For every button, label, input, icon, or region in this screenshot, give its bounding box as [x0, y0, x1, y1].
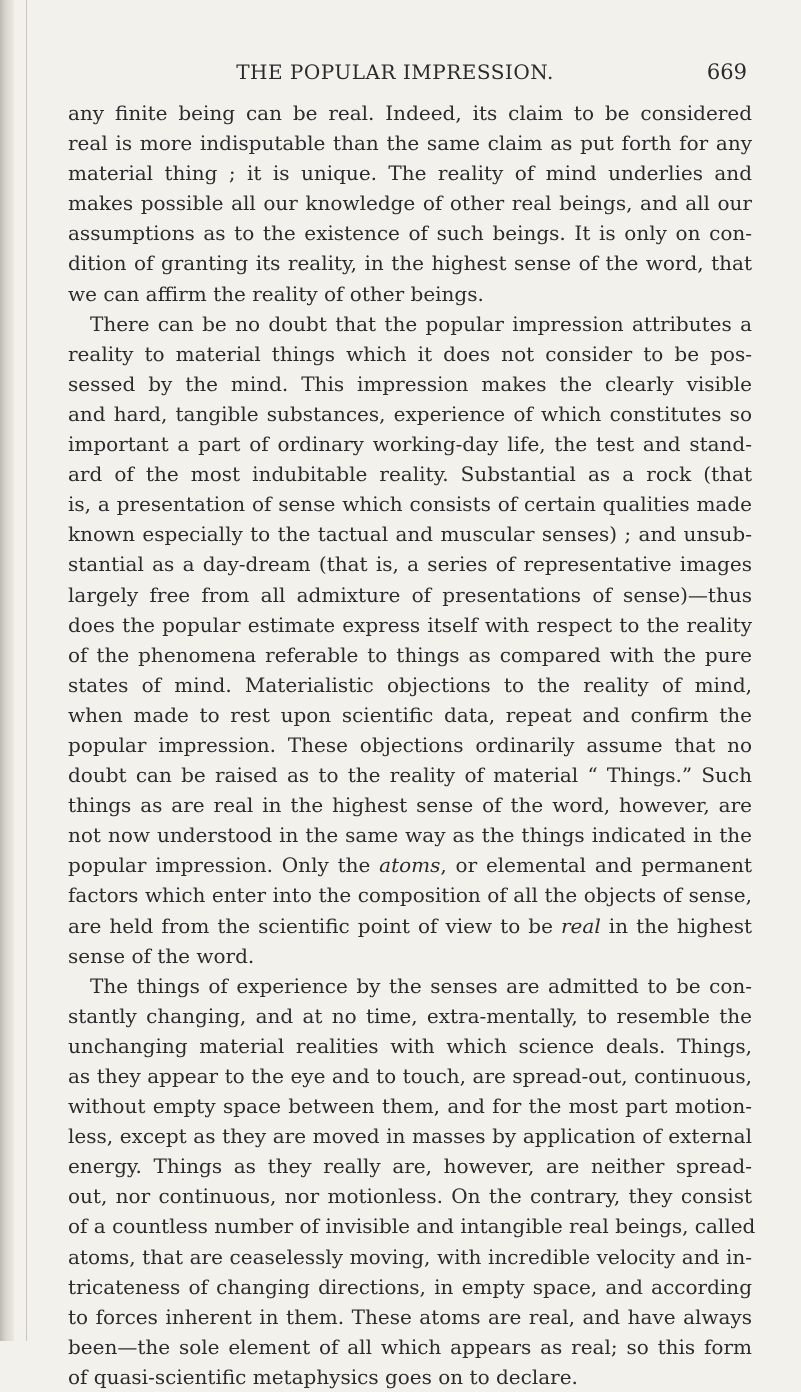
binding-line: [26, 0, 27, 1341]
text-line: less, except as they are moved in masses by application of external: [68, 1124, 752, 1149]
text-line: any finite being can be real. Indeed, its claim to be considered: [68, 101, 752, 125]
text-fragment: popular impression. Only the: [68, 853, 380, 878]
text-line: popular impression. These objections ordinarily assume that no: [68, 732, 752, 757]
text-line: as they appear to the eye and to touch, are spread-out, continuous,: [68, 1064, 752, 1088]
text-fragment: , or elemental and permanent: [440, 853, 753, 878]
text-line: and hard, tangible substances, experience of which constitutes so: [68, 401, 752, 426]
text-line: we can affirm the reality of other beings.: [68, 281, 484, 306]
text-line: when made to rest upon scientific data, repeat and confirm the: [68, 702, 752, 727]
text-line: atoms, that are ceaselessly moving, with incredible velocity and in-: [68, 1244, 752, 1269]
paragraph-3: [68, 971, 756, 1392]
binding-shadow: [0, 0, 14, 1341]
paragraph-2: [68, 309, 752, 971]
text-fragment: in the highest: [600, 913, 753, 938]
page-header: [0, 0, 801, 100]
text-line: does the popular estimate express itself with respect to the reality: [68, 612, 752, 637]
italic-word-atoms: atoms: [379, 853, 441, 878]
text-line: important a part of ordinary working-day life, the test and stand-: [68, 432, 752, 457]
text-line: states of mind. Materialistic objections to the reality of mind,: [68, 672, 752, 697]
text-line: makes possible all our knowledge of other real beings, and all our: [68, 191, 752, 216]
text-line: ard of the most indubitable reality. Substantial as a rock (that: [68, 462, 752, 487]
text-line: unchanging material realities with which science deals. Things,: [68, 1033, 752, 1058]
text-line: tricateness of changing directions, in empty space, and according: [68, 1274, 752, 1299]
text-line: not now understood in the same way as the things indicated in the: [68, 823, 752, 848]
text-line: of the phenomena referable to things as compared with the pure: [68, 642, 752, 667]
text-line: stantial as a day-dream (that is, a series of representative images: [68, 552, 752, 577]
paragraph-1: [68, 98, 752, 309]
text-line: factors which enter into the composition of all the objects of sense,: [68, 883, 752, 908]
text-line: reality to material things which it does not consider to be pos-: [68, 341, 752, 366]
text-line: doubt can be raised as to the reality of material “ Things.” Such: [68, 763, 752, 788]
text-line: of a countless number of invisible and intangible real beings, called: [68, 1214, 756, 1239]
page-body: [68, 98, 756, 1392]
text-line: out, nor continuous, nor motionless. On the contrary, they consist: [68, 1184, 752, 1209]
text-line: assumptions as to the existence of such beings. It is only on con-: [68, 221, 752, 246]
text-line: without empty space between them, and for the most part motion-: [68, 1094, 752, 1119]
text-line: known especially to the tactual and muscular senses) ; and unsub-: [68, 522, 752, 547]
text-line: The things of experience by the senses are admitted to be con-: [90, 973, 752, 998]
text-line: sense of the word.: [68, 943, 255, 968]
running-title: THE POPULAR IMPRESSION.: [236, 60, 554, 84]
text-line: of quasi-scientific metaphysics goes on to declare.: [68, 1364, 578, 1389]
text-line: is, a presentation of sense which consists of certain qualities made: [68, 492, 752, 517]
text-line-with-italic: [68, 850, 752, 880]
text-line: to forces inherent in them. These atoms are real, and have always: [68, 1304, 752, 1329]
italic-word-real: real: [561, 913, 601, 938]
text-line: things as are real in the highest sense of the word, however, are: [68, 793, 752, 818]
text-line: dition of granting its reality, in the highest sense of the word, that: [68, 251, 752, 276]
text-line: sessed by the mind. This impression makes the clearly visible: [68, 371, 752, 396]
text-line: material thing ; it is unique. The reality of mind underlies and: [68, 161, 752, 186]
text-line: been—the sole element of all which appears as real; so this form: [68, 1334, 752, 1359]
text-line: energy. Things as they really are, however, are neither spread-: [68, 1154, 752, 1179]
text-line: stantly changing, and at no time, extra-mentally, to resemble the: [68, 1003, 752, 1028]
text-line-with-italic: [68, 911, 752, 941]
page-number: 669: [706, 60, 747, 84]
text-line: largely free from all admixture of presentations of sense)—thus: [68, 582, 752, 607]
text-fragment: are held from the scientific point of view to be: [68, 913, 561, 938]
text-line: real is more indisputable than the same claim as put forth for any: [68, 131, 752, 156]
text-line: There can be no doubt that the popular impression attributes a: [90, 311, 752, 336]
